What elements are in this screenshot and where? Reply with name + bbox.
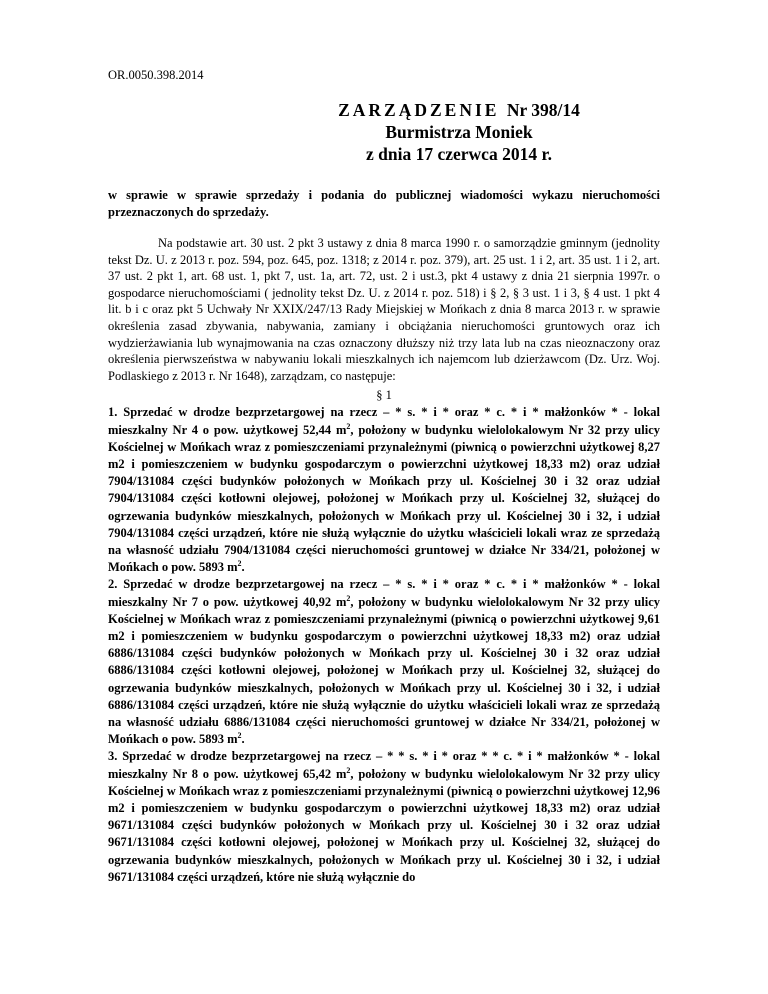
item-1-text-b: , położony w budynku wielolokalowym Nr 32 przy ulicy Kościelnej w Mońkach wraz z pomieszczeniami przynależnymi (piwnicą o powierzchni użytkowej 8,27 m2 i pomieszczeniem w budynku gospodarczym o powierzchni użytkowej 18,33 m2) oraz udział 7904/131084 części budynków położonych w Mońkach przy ul. Kościelnej 30 i 32 oraz udział 7904/131084 części kotłowni olejowej, położonej w Mońkach przy ul. Kościelnej 32, służącej do ogrzewania budynków mieszkalnych, położonych w Mońkach przy ul. Kościelnej 30 i 32, i udział 7904/131084 części urządzeń, które nie służą wyłącznie do użytku właścicieli lokali wraz ze sprzedażą na własność udziału 7904/131084 części nieruchomości gruntowej w działce Nr 334/21, położonej w Mońkach o pow. 5893 m <box>108 422 660 575</box>
item-1-sup-2: 2 <box>237 559 242 569</box>
title-date: z dnia 17 czerwca 2014 r. <box>366 144 552 164</box>
title-block <box>258 99 660 165</box>
item-3-sup-1: 2 <box>346 765 351 775</box>
subject: w sprawie w sprawie sprzedaży i podania do publicznej wiadomości wykazu nieruchomości przeznaczonych do sprzedaży. <box>108 188 660 219</box>
item-3-text-a: 3. Sprzedać w drodze bezprzetargowej na rzecz – * * s. * i * oraz * * c. * i * małżonków * - lokal mieszkalny Nr 8 o pow. użytkowej 65,42 m <box>108 749 660 781</box>
item-2-text-c: . <box>241 732 245 747</box>
item-2-text-a: 2. Sprzedać w drodze bezprzetargowej na rzecz – * s. * i * oraz * c. * i * małżonków * - lokal mieszkalny Nr 7 o pow. użytkowej 40,92 m <box>108 577 660 609</box>
item-2-sup-2: 2 <box>237 731 242 741</box>
item-3-text-b: , położony w budynku wielolokalowym Nr 32 przy ulicy Kościelnej w Mońkach wraz z pomieszczeniami przynależnymi (piwnicą o powierzchni użytkowej 12,96 m2 i pomieszczeniem w budynku gospodarczym o powierzchni użytkowej 18,33 m2) oraz udział 9671/131084 części budynków położonych w Mońkach przy ul. Kościelnej 30 i 32 oraz udział 9671/131084 części kotłowni olejowej, położonej w Mońkach przy ul. Kościelnej 32, służącej do ogrzewania budynków mieszkalnych, położonych w Mońkach przy ul. Kościelnej 30 i 32, i udział 9671/131084 części urządzeń, które nie służą wyłącznie do <box>108 766 660 884</box>
title-heading-line <box>258 99 660 121</box>
item-2-sup-1: 2 <box>346 593 351 603</box>
item-1-text-c: . <box>241 560 245 575</box>
item-2 <box>108 576 660 748</box>
legal-basis-paragraph: Na podstawie art. 30 ust. 2 pkt 3 ustawy z dnia 8 marca 1990 r. o samorządzie gminnym (jednolity tekst Dz. U. z 2013 r. poz. 594, poz. 645, poz. 1318; z 2014 r. poz. 379), art. 25 ust. 1 i 2, art. 35 ust. 1 i 2, art. 37 ust. 2 pkt 1, art. 68 ust. 1, pkt 7, ust. 1a, art. 72, ust. 2 i ust.3, pkt 4 ustawy z dnia 21 sierpnia 1997r. o gospodarce nieruchomościami ( jednolity tekst Dz. U. z 2014 r. poz. 518) i § 2, § 3 ust. 1 i 3, § 4 ust. 1 pkt 4 lit. b i c oraz pkt 5 Uchwały Nr XXIX/247/13 Rady Miejskiej w Mońkach z dnia 8 marca 2013 r. w sprawie określenia zasad zbywania, nabywania, zamiany i obciążania nieruchomości gruntowych oraz ich wydzierżawiania lub wynajmowania na czas oznaczony dłuższy niż trzy lata lub na czas nieoznaczony oraz określenia pierwszeństwa w nabywaniu lokali mieszkalnych ich najemcom lub dzierżawcom (Dz. Urz. Woj. Podlaskiego z 2013 r. Nr 1648), zarządzam, co następuje: <box>108 236 660 383</box>
section-sign: § 1 <box>376 388 392 403</box>
item-1-text-a: 1. Sprzedać w drodze bezprzetargowej na rzecz – * s. * i * oraz * c. * i * małżonków * - lokal mieszkalny Nr 4 o pow. użytkowej 52,44 m <box>108 405 660 437</box>
title-number: Nr 398/14 <box>506 100 580 120</box>
item-3 <box>108 748 660 886</box>
title-heading: ZARZĄDZENIE <box>338 100 500 120</box>
document-number: OR.0050.398.2014 <box>108 68 204 82</box>
item-1-sup-1: 2 <box>346 421 351 431</box>
title-issuer: Burmistrza Moniek <box>385 122 533 142</box>
item-2-text-b: , położony w budynku wielolokalowym Nr 32 przy ulicy Kościelnej w Mońkach wraz z pomieszczeniami przynależnymi (piwnicą o powierzchni użytkowej 9,61 m2 i pomieszczeniem w budynku gospodarczym o powierzchni użytkowej 18,33 m2) oraz udział 6886/131084 części budynków położonych w Mońkach przy ul. Kościelnej 30 i 32 oraz udział 6886/131084 części kotłowni olejowej, położonej w Mońkach przy ul. Kościelnej 32, służącej do ogrzewania budynków mieszkalnych, położonych w Mońkach przy ul. Kościelnej 30 i 32, i udział 6886/131084 części urządzeń, które nie służą wyłącznie do użytku właścicieli lokali wraz ze sprzedażą na własność udziału 6886/131084 części nieruchomości gruntowej w działce Nr 334/21, położonej w Mońkach o pow. 5893 m <box>108 594 660 747</box>
item-1 <box>108 404 660 576</box>
